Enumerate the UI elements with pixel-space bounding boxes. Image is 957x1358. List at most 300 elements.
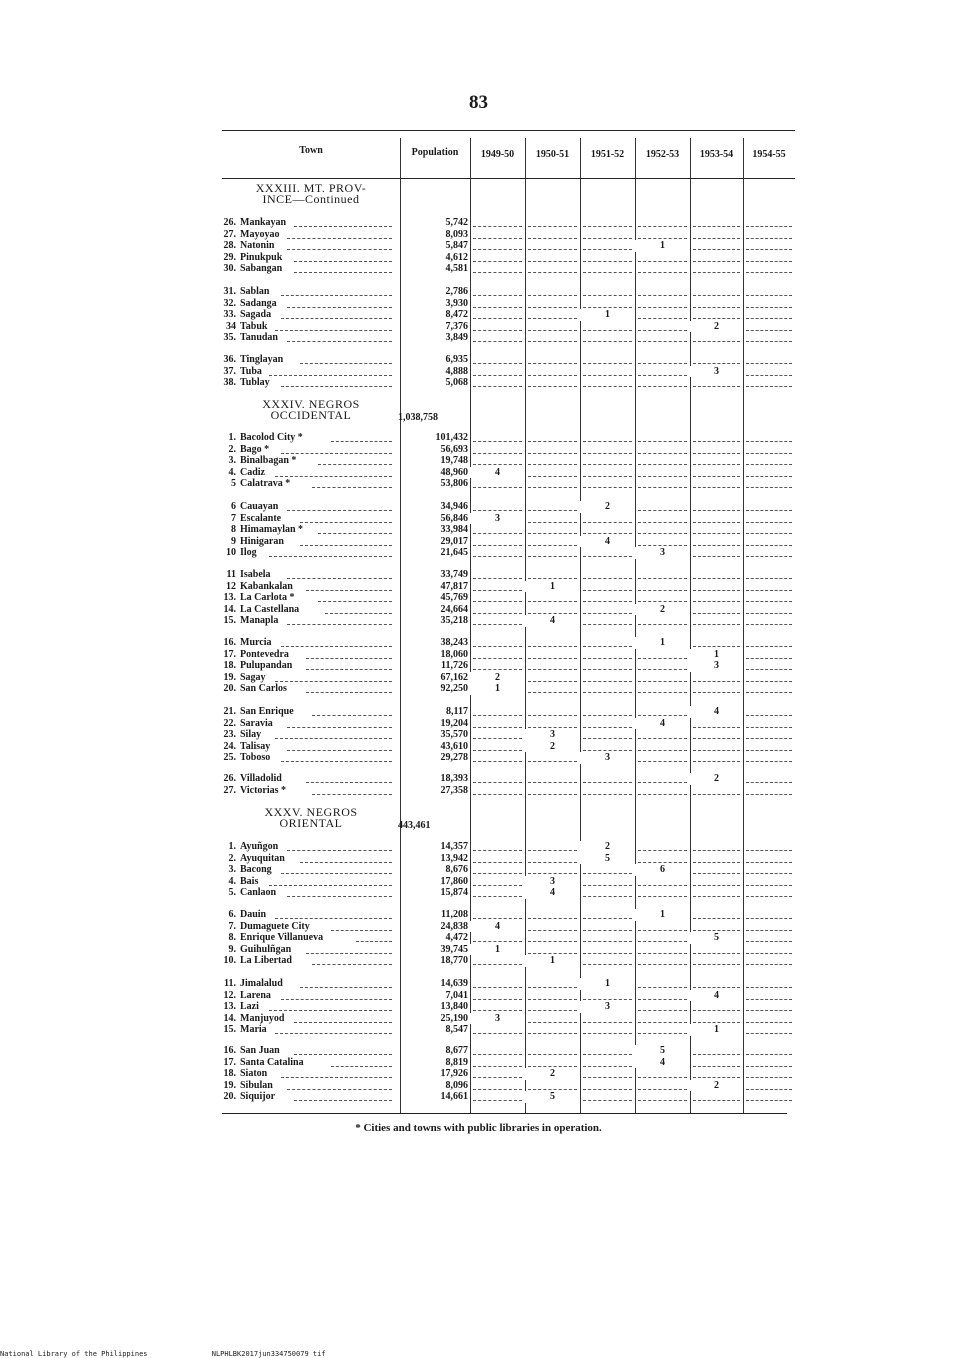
row-number: 14. xyxy=(223,1012,236,1024)
year-cell-leader xyxy=(638,441,687,442)
row-number: 15. xyxy=(223,615,236,626)
year-cell-leader xyxy=(746,386,792,387)
year-cell-leader xyxy=(473,318,522,319)
dot-leader xyxy=(318,601,392,602)
town-name: Maria xyxy=(240,1024,267,1035)
dot-leader xyxy=(312,487,392,488)
table-row xyxy=(216,1045,795,1057)
table-row xyxy=(216,660,795,672)
year-cell-leader xyxy=(528,307,577,308)
population-value: 27,358 xyxy=(440,784,468,796)
town-name: Canlaon xyxy=(240,887,277,898)
table-row xyxy=(216,729,795,741)
population-value: 14,661 xyxy=(440,1091,468,1102)
dot-leader xyxy=(287,624,392,625)
population-value: 5,742 xyxy=(445,217,468,228)
year-cell-leader xyxy=(746,307,792,308)
year-cell-leader xyxy=(638,794,687,795)
year-cell-leader xyxy=(473,363,522,364)
year-cell-leader xyxy=(473,658,522,659)
year-cell-leader xyxy=(693,578,740,579)
year-cell-leader xyxy=(746,578,792,579)
row-number: 20. xyxy=(223,1091,236,1102)
year-count: 5 xyxy=(525,1091,580,1103)
table-row xyxy=(216,718,795,730)
table-row xyxy=(216,1013,795,1025)
town-name: Saravia xyxy=(240,717,273,729)
table-row xyxy=(216,298,795,310)
year-cell-leader xyxy=(693,318,740,319)
population-value: 38,243 xyxy=(440,637,468,648)
row-number: 9. xyxy=(228,943,236,955)
table-row xyxy=(216,1024,795,1036)
year-cell-leader xyxy=(473,1054,522,1055)
year-cell-leader xyxy=(583,487,632,488)
year-cell-leader xyxy=(693,453,740,454)
year-count: 1 xyxy=(690,649,743,661)
year-cell-leader xyxy=(638,261,687,262)
year-cell-leader xyxy=(638,658,687,659)
dot-leader xyxy=(287,341,392,342)
town-name: Jimalalud xyxy=(240,978,283,989)
dot-leader xyxy=(269,1010,392,1011)
year-cell-leader xyxy=(693,918,740,919)
year-count: 3 xyxy=(580,1001,635,1013)
year-cell-leader xyxy=(693,1077,740,1078)
section-title-line2: INCE—Continued xyxy=(262,192,360,206)
row-number: 18. xyxy=(223,660,236,671)
population-value: 8,117 xyxy=(446,706,468,717)
dot-leader xyxy=(287,249,392,250)
year-cell-leader xyxy=(528,669,577,670)
table-row xyxy=(216,955,795,967)
year-cell-leader xyxy=(583,441,632,442)
dot-leader xyxy=(331,441,392,442)
table-row xyxy=(216,773,795,785)
dot-leader xyxy=(275,476,392,477)
year-cell-leader xyxy=(638,681,687,682)
footer-source: National Library of the Philippines xyxy=(0,1350,148,1358)
year-cell-leader xyxy=(746,545,792,546)
year-cell-leader xyxy=(638,953,687,954)
year-cell-leader xyxy=(693,750,740,751)
row-number: 10 xyxy=(226,547,236,558)
population-value: 21,645 xyxy=(440,547,468,558)
year-cell-leader xyxy=(746,522,792,523)
year-count: 3 xyxy=(470,1013,525,1025)
dot-leader xyxy=(281,646,392,647)
dot-leader xyxy=(269,556,392,557)
year-cell-leader xyxy=(583,556,632,557)
population-value: 56,846 xyxy=(440,512,468,524)
year-count: 3 xyxy=(525,876,580,888)
row-number: 35. xyxy=(223,332,236,343)
year-cell-leader xyxy=(473,510,522,511)
year-count: 2 xyxy=(580,841,635,853)
year-cell-leader xyxy=(746,556,792,557)
row-number: 11. xyxy=(224,978,236,989)
year-cell-leader xyxy=(693,896,740,897)
header-population: Population xyxy=(411,147,459,158)
year-cell-leader xyxy=(473,1066,522,1067)
table-row xyxy=(216,478,795,490)
year-cell-leader xyxy=(583,896,632,897)
year-cell-leader xyxy=(746,487,792,488)
year-cell-leader xyxy=(583,873,632,874)
year-cell-leader xyxy=(693,987,740,988)
row-number: 27. xyxy=(223,784,236,796)
row-number: 1. xyxy=(228,841,236,852)
year-cell-leader xyxy=(746,1054,792,1055)
row-number: 19. xyxy=(223,671,236,683)
year-cell-leader xyxy=(528,386,577,387)
year-cell-leader xyxy=(746,464,792,465)
row-number: 18. xyxy=(223,1068,236,1079)
year-count: 4 xyxy=(580,536,635,548)
year-cell-leader xyxy=(638,601,687,602)
year-cell-leader xyxy=(583,363,632,364)
year-cell-leader xyxy=(746,533,792,534)
header-town: Town xyxy=(299,145,323,156)
year-cell-leader xyxy=(746,261,792,262)
year-cell-leader xyxy=(746,987,792,988)
year-cell-leader xyxy=(528,873,577,874)
dot-leader xyxy=(275,330,392,331)
year-cell-leader xyxy=(693,487,740,488)
year-cell-leader xyxy=(693,1100,740,1101)
dot-leader xyxy=(294,1022,392,1023)
year-cell-leader xyxy=(693,761,740,762)
table-row xyxy=(216,853,795,865)
row-number: 5 xyxy=(231,478,236,489)
year-cell-leader xyxy=(583,715,632,716)
table-row xyxy=(216,785,795,797)
year-cell-leader xyxy=(583,750,632,751)
town-name: Ayuñgon xyxy=(240,841,279,852)
town-name: Calatrava * xyxy=(240,478,291,489)
section-title-line1: XXXV. NEGROS xyxy=(264,805,358,819)
row-number: 25. xyxy=(223,752,236,763)
dot-leader xyxy=(312,964,392,965)
table-row xyxy=(216,637,795,649)
town-name: Toboso xyxy=(240,752,271,763)
year-cell-leader xyxy=(746,601,792,602)
year-cell-leader xyxy=(693,556,740,557)
year-cell-leader xyxy=(528,953,577,954)
row-number: 9 xyxy=(231,535,236,547)
year-cell-leader xyxy=(583,453,632,454)
dot-leader xyxy=(312,715,392,716)
year-cell-leader xyxy=(528,363,577,364)
year-cell-leader xyxy=(583,727,632,728)
year-cell-leader xyxy=(473,999,522,1000)
year-cell-leader xyxy=(473,1077,522,1078)
year-cell-leader xyxy=(583,999,632,1000)
table-row xyxy=(216,990,795,1002)
year-cell-leader xyxy=(528,487,577,488)
year-cell-leader xyxy=(473,1100,522,1101)
year-cell-leader xyxy=(528,601,577,602)
town-name: San Enrique xyxy=(240,706,294,717)
section-title xyxy=(232,807,390,829)
population-value: 8,819 xyxy=(445,1056,468,1068)
year-cell-leader xyxy=(638,1010,687,1011)
table-row xyxy=(216,432,795,444)
year-cell-leader xyxy=(638,750,687,751)
table-row xyxy=(216,377,795,389)
town-name: Cauayan xyxy=(240,501,279,512)
row-number: 3. xyxy=(228,864,236,875)
year-cell-leader xyxy=(528,238,577,239)
dot-leader xyxy=(300,545,392,546)
year-count: 2 xyxy=(690,1080,743,1092)
row-number: 7. xyxy=(228,920,236,932)
population-value: 35,218 xyxy=(440,615,468,626)
town-name: Sabangan xyxy=(240,263,283,274)
year-cell-leader xyxy=(638,386,687,387)
year-cell-leader xyxy=(693,1054,740,1055)
table-row xyxy=(216,864,795,876)
dot-leader xyxy=(287,727,392,728)
year-cell-leader xyxy=(583,613,632,614)
year-cell-leader xyxy=(746,885,792,886)
year-cell-leader xyxy=(693,613,740,614)
year-count: 4 xyxy=(470,921,525,933)
population-value: 34,946 xyxy=(440,501,468,512)
year-count: 2 xyxy=(690,321,743,333)
town-name: Kabankalan xyxy=(240,580,293,592)
population-value: 29,278 xyxy=(440,752,468,763)
year-cell-leader xyxy=(746,953,792,954)
town-name: Tublay xyxy=(240,377,270,388)
year-count: 3 xyxy=(470,513,525,525)
table-row xyxy=(216,366,795,378)
dot-leader xyxy=(287,896,392,897)
year-cell-leader xyxy=(746,862,792,863)
dot-leader xyxy=(300,987,392,988)
year-cell-leader xyxy=(746,1089,792,1090)
table-row xyxy=(216,321,795,333)
population-value: 18,060 xyxy=(440,648,468,660)
year-cell-leader xyxy=(473,453,522,454)
population-value: 8,677 xyxy=(445,1045,468,1056)
year-cell-leader xyxy=(746,1033,792,1034)
year-cell-leader xyxy=(528,453,577,454)
section-title-line1: XXXIV. NEGROS xyxy=(262,397,360,411)
header-year: 1950-51 xyxy=(535,149,570,160)
table-top-rule xyxy=(222,130,795,131)
year-cell-leader xyxy=(693,341,740,342)
year-cell-leader xyxy=(583,386,632,387)
year-count: 2 xyxy=(580,501,635,513)
population-value: 8,093 xyxy=(445,228,468,240)
section-population: 1,038,758 xyxy=(398,412,438,423)
population-value: 24,838 xyxy=(440,920,468,932)
dot-leader xyxy=(281,318,392,319)
year-cell-leader xyxy=(528,862,577,863)
population-value: 24,664 xyxy=(440,603,468,615)
year-count: 5 xyxy=(580,853,635,865)
dot-leader xyxy=(306,590,392,591)
row-number: 1. xyxy=(228,432,236,443)
year-cell-leader xyxy=(746,794,792,795)
population-value: 33,984 xyxy=(440,524,468,535)
dot-leader xyxy=(275,1033,392,1034)
town-name: La Castellana xyxy=(240,603,300,615)
table-row xyxy=(216,501,795,513)
year-cell-leader xyxy=(638,330,687,331)
year-cell-leader xyxy=(638,1022,687,1023)
town-name: Isabela xyxy=(240,569,271,580)
year-cell-leader xyxy=(528,578,577,579)
year-cell-leader xyxy=(583,738,632,739)
town-name: Manjuyod xyxy=(240,1012,285,1024)
row-number: 20. xyxy=(223,683,236,694)
town-name: Pontevedra xyxy=(240,648,289,660)
year-cell-leader xyxy=(583,601,632,602)
year-cell-leader xyxy=(583,249,632,250)
table-row xyxy=(216,1057,795,1069)
year-count: 3 xyxy=(525,729,580,741)
year-cell-leader xyxy=(583,1089,632,1090)
table-row xyxy=(216,592,795,604)
town-name: Manapla xyxy=(240,615,279,626)
year-cell-leader xyxy=(583,794,632,795)
year-cell-leader xyxy=(693,238,740,239)
year-cell-leader xyxy=(473,896,522,897)
header-year: 1954-55 xyxy=(752,149,786,160)
year-cell-leader xyxy=(473,330,522,331)
footer-file-id: NLPHLBK2017jun334750079 tif xyxy=(211,1350,326,1358)
year-cell-leader xyxy=(583,646,632,647)
year-count: 1 xyxy=(580,978,635,990)
year-cell-leader xyxy=(638,761,687,762)
year-cell-leader xyxy=(583,295,632,296)
year-cell-leader xyxy=(583,658,632,659)
town-name: La Libertad xyxy=(240,955,292,966)
year-cell-leader xyxy=(746,761,792,762)
dot-leader xyxy=(306,669,392,670)
year-cell-leader xyxy=(473,295,522,296)
year-cell-leader xyxy=(528,987,577,988)
year-cell-leader xyxy=(473,487,522,488)
year-cell-leader xyxy=(528,930,577,931)
row-number: 10. xyxy=(223,955,236,966)
year-cell-leader xyxy=(638,578,687,579)
year-count: 2 xyxy=(525,1068,580,1080)
year-cell-leader xyxy=(746,873,792,874)
year-cell-leader xyxy=(528,295,577,296)
row-number: 5. xyxy=(228,887,236,898)
town-name: Tuba xyxy=(240,365,262,377)
year-cell-leader xyxy=(746,1066,792,1067)
row-number: 19. xyxy=(223,1079,236,1091)
year-cell-leader xyxy=(693,533,740,534)
town-name: Ayuquitan xyxy=(240,852,285,864)
population-value: 8,676 xyxy=(445,864,468,875)
year-cell-leader xyxy=(473,715,522,716)
year-cell-leader xyxy=(528,476,577,477)
year-count: 1 xyxy=(580,309,635,321)
year-cell-leader xyxy=(473,545,522,546)
population-value: 8,547 xyxy=(445,1024,468,1035)
year-cell-leader xyxy=(746,692,792,693)
table-row xyxy=(216,286,795,298)
row-number: 4. xyxy=(228,875,236,887)
year-cell-leader xyxy=(746,681,792,682)
year-cell-leader xyxy=(638,363,687,364)
footnote: * Cities and towns with public libraries in operation. xyxy=(355,1122,602,1134)
year-cell-leader xyxy=(638,669,687,670)
year-cell-leader xyxy=(473,987,522,988)
year-cell-leader xyxy=(528,375,577,376)
year-cell-leader xyxy=(638,238,687,239)
town-name: Talisay xyxy=(240,740,271,752)
year-cell-leader xyxy=(746,850,792,851)
dot-leader xyxy=(287,850,392,851)
population-value: 33,749 xyxy=(440,569,468,580)
year-cell-leader xyxy=(693,441,740,442)
dot-leader xyxy=(281,453,392,454)
year-cell-leader xyxy=(693,476,740,477)
year-cell-leader xyxy=(473,1010,522,1011)
year-cell-leader xyxy=(746,510,792,511)
year-cell-leader xyxy=(583,476,632,477)
dot-leader xyxy=(269,375,392,376)
year-cell-leader xyxy=(638,272,687,273)
table-row xyxy=(216,569,795,581)
row-number: 3. xyxy=(228,455,236,466)
year-cell-leader xyxy=(473,918,522,919)
dot-leader xyxy=(287,1089,392,1090)
year-cell-leader xyxy=(528,510,577,511)
year-cell-leader xyxy=(473,850,522,851)
town-name: Dauin xyxy=(240,909,267,920)
year-cell-leader xyxy=(638,1077,687,1078)
dot-leader xyxy=(331,930,392,931)
population-value: 4,581 xyxy=(445,263,468,274)
year-cell-leader xyxy=(473,307,522,308)
year-cell-leader xyxy=(583,1022,632,1023)
table-row xyxy=(216,876,795,888)
town-name: Mankayan xyxy=(240,217,287,228)
table-row xyxy=(216,536,795,548)
year-cell-leader xyxy=(528,1089,577,1090)
year-cell-leader xyxy=(473,556,522,557)
year-cell-leader xyxy=(528,646,577,647)
dot-leader xyxy=(269,885,392,886)
row-number: 14. xyxy=(223,603,236,615)
year-cell-leader xyxy=(746,918,792,919)
year-cell-leader xyxy=(583,1054,632,1055)
year-count: 5 xyxy=(690,932,743,944)
year-cell-leader xyxy=(693,590,740,591)
year-cell-leader xyxy=(528,761,577,762)
year-cell-leader xyxy=(528,1066,577,1067)
year-cell-leader xyxy=(693,363,740,364)
year-count: 1 xyxy=(525,581,580,593)
year-cell-leader xyxy=(693,295,740,296)
town-name: Cadiz xyxy=(240,466,265,478)
table-row xyxy=(216,649,795,661)
year-cell-leader xyxy=(693,272,740,273)
row-number: 17. xyxy=(223,648,236,660)
dot-leader xyxy=(281,999,392,1000)
dot-leader xyxy=(281,1077,392,1078)
year-cell-leader xyxy=(693,692,740,693)
section-title xyxy=(232,399,390,421)
year-cell-leader xyxy=(583,964,632,965)
